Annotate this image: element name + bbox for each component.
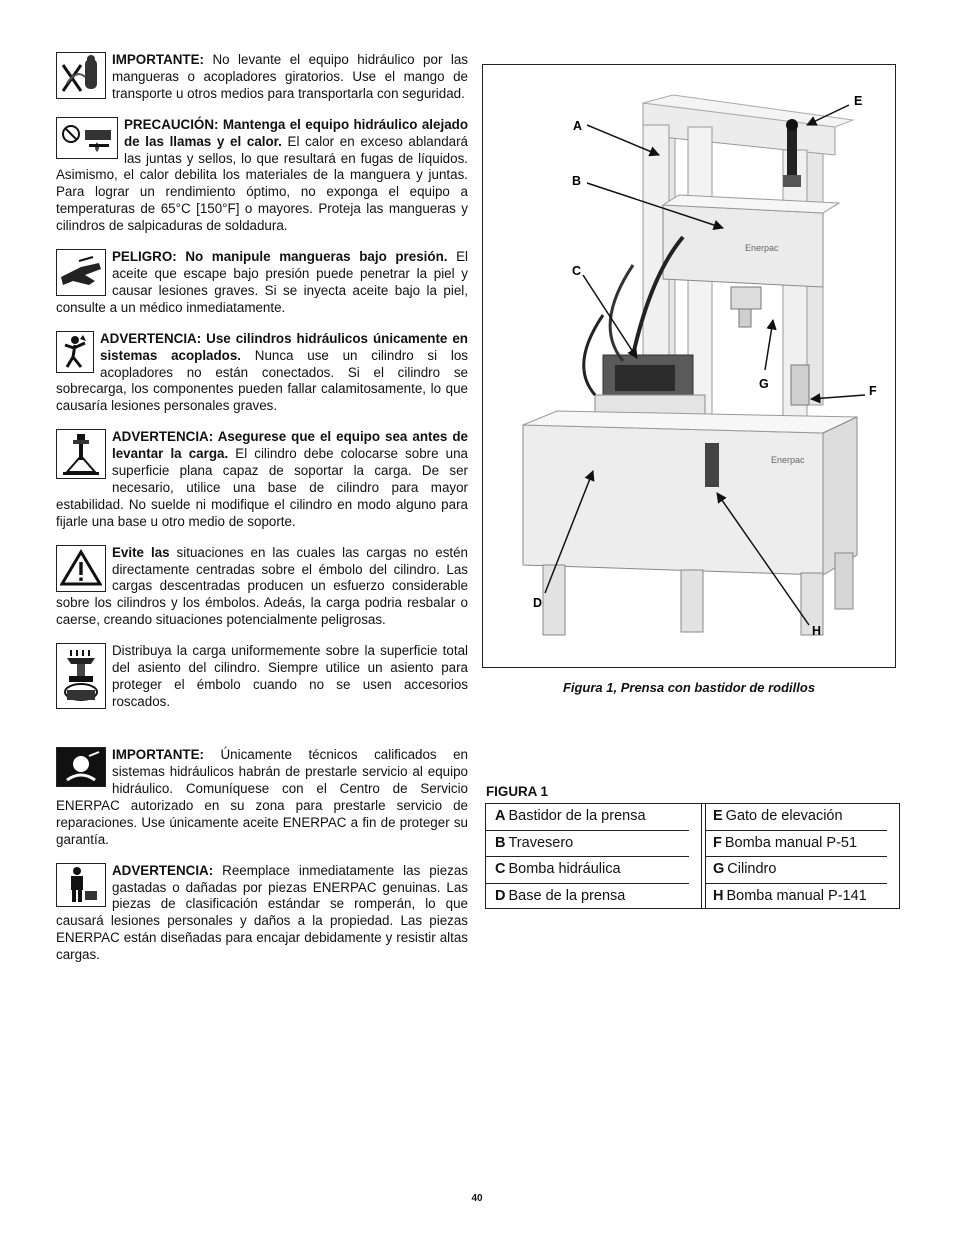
warning-lead: ADVERTENCIA: <box>112 429 214 445</box>
warning-body: situaciones en las cuales las cargas no estén directamente centradas sobre el émbolo del cilindro. Las cargas descentradas producen un esfuerzo considerable sobre los cilindros y los émbolos. Adeás, la carga podria resbalar o caerse, creando situaciones potencialmente peligrosas. <box>56 544 469 628</box>
hose-carry-icon <box>56 52 106 99</box>
figure-label-c: C <box>572 264 582 278</box>
mechanic-parts-icon <box>56 863 106 907</box>
crosshead-nameplate: Enerpac <box>745 243 779 253</box>
figure-press-illustration <box>482 64 896 668</box>
parts-table-left-column <box>486 804 702 908</box>
part-key: B <box>495 834 506 851</box>
figure-label-a: A <box>573 119 583 133</box>
table-row <box>486 884 689 910</box>
part-name: Cilindro <box>727 861 777 877</box>
table-row <box>486 804 689 831</box>
parts-table-title: FIGURA 1 <box>486 784 548 799</box>
warning-block-stable <box>56 429 468 530</box>
warning-body: No levante el equipo hidráulico por las mangueras o acopladores giratorios. Use el mango de transporte u otros medios para transportarla con seguridad. <box>112 52 468 101</box>
part-name: Gato de elevación <box>725 808 843 824</box>
table-row <box>486 857 689 884</box>
warning-body: El calor en exceso ablandará las juntas y sellos, lo que resultará en fugas de líquidos. Asimismo, el calor debilita los materiales de la manguera y juntas. Para lograr un rendimiento óptimo, no exponga el equipo a temperaturas de 65°C [150°F] o mayores. Proteja las mangueras y cilindros de salpicaduras de soldadura. <box>56 133 468 234</box>
technician-service-icon <box>56 747 106 787</box>
table-row <box>706 857 887 884</box>
table-row <box>706 884 887 910</box>
warning-block-parts <box>56 863 468 964</box>
warning-lead-tail: Use cilindros hidráulicos únicamente en sistemas acoplados. <box>100 330 468 363</box>
warning-block-service <box>56 747 468 848</box>
warning-block-coupled <box>56 331 468 416</box>
part-key: D <box>495 887 506 904</box>
figure-label-e: E <box>854 94 863 108</box>
part-name: Bastidor de la prensa <box>508 808 646 824</box>
warning-body: Distribuya la carga uniformemente sobre la superficie total del asiento del cilindro. Siempre utilice un asiento para proteger el émbolo cuando no se usen accesorios roscados. <box>112 643 468 709</box>
figure-label-d: D <box>533 596 543 610</box>
warning-block-offcenter <box>56 545 468 630</box>
part-key: F <box>713 834 722 851</box>
warning-lead: Evite las <box>112 544 170 560</box>
table-row <box>486 831 689 858</box>
cylinder-support-icon <box>56 429 106 479</box>
warning-lead-tail: Mantenga el equipo hidráulico alejado de las llamas y el calor. <box>124 116 468 149</box>
warning-lead: PELIGRO: <box>112 249 177 265</box>
press-drawing <box>483 65 895 667</box>
warning-block-heat <box>56 117 468 235</box>
part-name: Bomba manual P-51 <box>724 834 858 851</box>
warning-lead-tail: No manipule mangueras bajo presión. <box>176 249 448 265</box>
warning-block-pressure <box>56 249 468 317</box>
warning-lead: ADVERTENCIA: <box>112 862 214 878</box>
load-distribution-icon <box>56 643 106 709</box>
warning-lead: IMPORTANTE: <box>112 52 204 67</box>
warning-lead: ADVERTENCIA: <box>100 330 202 346</box>
page-number: 40 <box>471 1193 483 1204</box>
parts-table-right-column <box>705 804 899 908</box>
figure-label-b: B <box>572 174 582 188</box>
falling-person-icon <box>56 331 94 373</box>
warning-lead-tail: Asegurese que el equipo sea antes de levantar la carga. <box>112 429 468 462</box>
part-name: Base de la prensa <box>508 887 626 904</box>
part-key: G <box>713 861 725 877</box>
warning-block-hoses <box>56 52 468 103</box>
part-key: C <box>495 861 506 877</box>
warning-body: Únicamente técnicos calificados en sistemas hidráulicos habrán de prestarle servicio al equipo hidráulico. Comuníquese con el Centro de Servicio ENERPAC autorizado en su zona para prestarle servicio de reparaciones. Use únicamente aceite ENERPAC a fin de proteger su garantía. <box>56 747 468 847</box>
part-key: H <box>713 887 724 904</box>
part-name: Bomba hidráulica <box>508 861 621 877</box>
part-key: A <box>495 808 506 824</box>
warning-body: Nunca use un cilindro si los acopladores no están conectados. Si el cilindro se sobrecarga, los componentes pueden fallar calamitosamente, lo que causaría lesiones personales graves. <box>56 347 468 414</box>
figure-label-g: G <box>759 377 769 391</box>
warning-body: El cilindro debe colocarse sobre una superficie plana capaz de soportar la carga. De ser necesario, utilice una base de cilindro para mayor estabilidad. No suelde ni modifique el cilindro en modo alguno para fijarle una base u otro medio de soporte. <box>56 446 468 529</box>
figure-label-h: H <box>812 624 822 638</box>
warning-body: El aceite que escape bajo presión puede penetrar la piel y causar lesiones graves. Si se inyecta aceite bajo la piel, consulte a un médico inmediatamente. <box>56 249 468 315</box>
warning-lead: PRECAUCIÓN: <box>124 116 219 132</box>
warning-triangle-icon <box>56 545 106 592</box>
warning-lead: IMPORTANTE: <box>112 747 204 763</box>
part-key: E <box>713 808 723 824</box>
figure-label-f: F <box>869 384 877 398</box>
warning-block-distribute <box>56 643 468 711</box>
table-row <box>706 831 887 858</box>
part-name: Travesero <box>508 834 574 851</box>
parts-table <box>485 803 900 909</box>
part-name: Bomba manual P-141 <box>726 887 867 904</box>
figure-caption: Figura 1, Prensa con bastidor de rodillos <box>562 680 816 695</box>
table-row <box>706 804 887 831</box>
flame-heat-icon <box>56 117 118 159</box>
hand-pressure-icon <box>56 249 106 296</box>
base-nameplate: Enerpac <box>771 455 805 465</box>
safety-warnings-column <box>56 52 468 978</box>
warning-body: Reemplace inmediatamente las piezas gastadas o dañadas por piezas ENERPAC genuinas. Las piezas de clasificación estándar se romperán, lo que causará lesiones personales y daños a la propiedad. Las piezas ENERPAC están diseñadas para encajar debidamente y resistir altas cargas. <box>56 862 468 963</box>
